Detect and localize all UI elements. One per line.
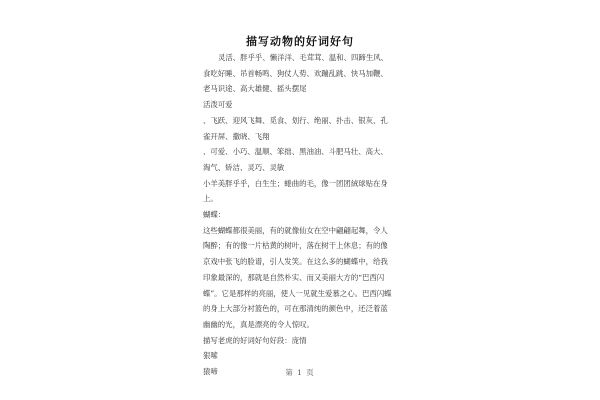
text-line: 小羊美胖乎乎，白生生；蜷曲的毛，像一团团絨球贴在身 [203, 178, 388, 188]
text-line: 狠嗦 [203, 351, 218, 361]
text-line: 的身上大部分衬篮色的，可在那清纯的颜色中，还泛着蓝 [203, 304, 388, 314]
text-line: 京戏中张飞的脸谱，引人发笑。在这么多的蝴蝶中，给我 [203, 257, 388, 267]
text-line: 陶醉；有的像一片枯黄的树叶，落在树干上休息；有的像 [203, 241, 388, 251]
text-line: 印象最深的，那就是自然朴实、而又美丽大方的“巴西闪 [203, 272, 385, 282]
text-line: 上。 [203, 194, 218, 204]
text-line: 幽幽的光，真是漂亮的令人惊叹。 [203, 319, 314, 329]
text-line: 、可爱、小巧、温顺、笨拙、黑油油、斗肥马壮、高大、 [203, 147, 388, 157]
section-heading: 蝴蝶： [203, 210, 226, 220]
document-title: 描写动物的好词好句 [246, 35, 354, 48]
document-body [203, 50, 411, 380]
text-line: 猿啼 [203, 367, 218, 377]
text-line: 老马识途、高大雄健、摇头摆尾 [203, 84, 307, 94]
text-line: 、飞跃、迎风飞舞、觅食、划行、绝丽、扑击、银灰、孔 [203, 115, 388, 125]
text-line: 蝶”。它是那样的亮丽，使人一见就生爱慕之心。巴西闪蝶 [203, 288, 392, 298]
text-line: 灵活、胖乎乎、懒洋洋、毛茸茸、温和、四蹄生风、 [218, 53, 388, 62]
text-line: 这些蝴蝶都很美丽，有的就像仙女在空中翩翩起舞，令人 [203, 225, 388, 235]
text-line: 雀开屏、撒晓、飞翔 [203, 131, 270, 141]
text-line: 淘气、矫洁、灵巧、灵敏 [203, 162, 285, 172]
text-line: 活泼可爱 [203, 100, 233, 110]
text-line: 食吃好睡、吊首畅鸣、狗仗人势、欢蹦乱跳、快马加鞭、 [203, 68, 388, 78]
page-number: 第 1 页 [285, 368, 315, 377]
text-line: 描写老虎的好词好句好段：庞情 [203, 335, 307, 345]
